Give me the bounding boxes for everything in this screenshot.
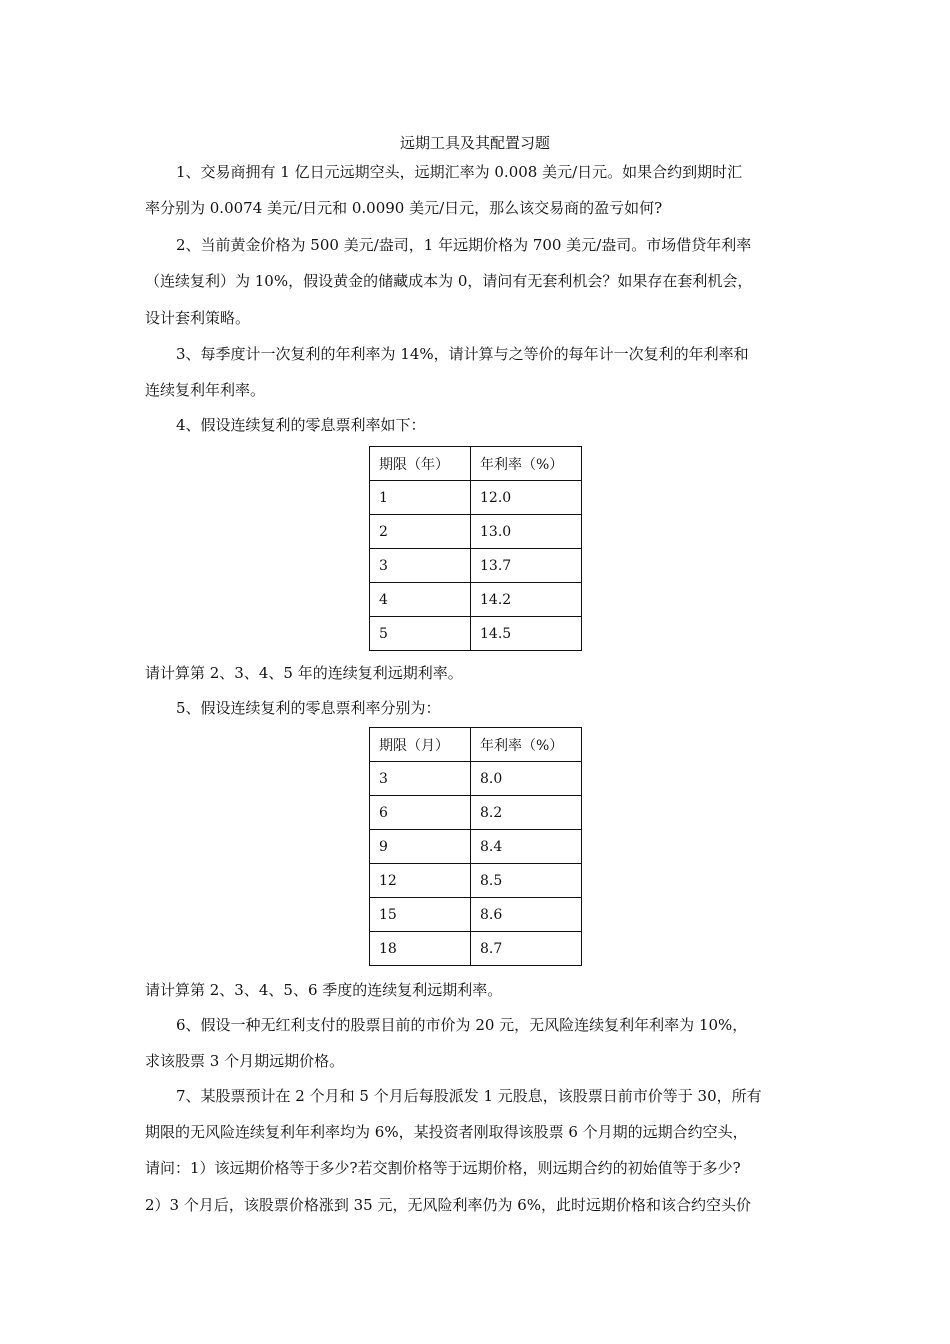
table-row [370,481,582,515]
table-cell: 12 [370,864,471,898]
table-cell: 1 [370,481,471,515]
table-row [370,583,582,617]
table-row [370,796,582,830]
table-cell: 8.6 [471,898,582,932]
table-cell: 2 [370,515,471,549]
table-header-cell: 年利率（%） [471,728,582,762]
q5-intro: 5、假设连续复利的零息票利率分别为： [176,699,441,717]
table-cell: 18 [370,932,471,966]
table-row [370,932,582,966]
table-row [370,515,582,549]
table-cell: 8.0 [471,762,582,796]
table-cell: 5 [370,617,471,651]
q2-line-3: 设计套利策略。 [145,309,251,327]
q3-line-1: 3、每季度计一次复利的年利率为 14%，请计算与之等价的每年计一次复利的年利率和 [176,345,749,363]
table-row [370,898,582,932]
table-cell: 12.0 [471,481,582,515]
table-cell: 4 [370,583,471,617]
q3-line-2: 连续复利年利率。 [145,381,266,399]
q2-line-1: 2、当前黄金价格为 500 美元/盎司，1 年远期价格为 700 美元/盎司。市场借贷年利率 [176,236,752,254]
table-row [370,549,582,583]
table-cell: 8.7 [471,932,582,966]
table-cell: 14.2 [471,583,582,617]
table-header-row [370,728,582,762]
table-cell: 8.5 [471,864,582,898]
q7-line-2: 期限的无风险连续复利年利率均为 6%，某投资者刚取得该股票 6 个月期的远期合约空头， [145,1123,748,1141]
table-row [370,830,582,864]
table-row [370,617,582,651]
document-title: 远期工具及其配置习题 [399,134,550,152]
table-cell: 3 [370,549,471,583]
q1-line-1: 1、交易商拥有 1 亿日元远期空头，远期汇率为 0.008 美元/日元。如果合约到期时汇 [176,163,743,181]
q2-line-2: （连续复利）为 10%，假设黄金的储藏成本为 0，请问有无套利机会？如果存在套利机会， [145,272,753,290]
table-cell: 3 [370,762,471,796]
zero-rate-table-months [369,727,582,966]
table-cell: 8.4 [471,830,582,864]
table-header-cell: 年利率（%） [471,447,582,481]
q4-after: 请计算第 2、3、4、5 年的连续复利远期利率。 [145,664,463,682]
table-header-row [370,447,582,481]
table-cell: 15 [370,898,471,932]
table-cell: 14.5 [471,617,582,651]
q7-line-4: 2）3 个月后，该股票价格涨到 35 元，无风险利率仍为 6%，此时远期价格和该合约空头价 [145,1196,752,1214]
table-header-cell: 期限（年） [370,447,471,481]
table-cell: 13.7 [471,549,582,583]
zero-rate-table-years [369,446,582,651]
table-cell: 9 [370,830,471,864]
q5-after: 请计算第 2、3、4、5、6 季度的连续复利远期利率。 [145,981,503,999]
table-cell: 8.2 [471,796,582,830]
table-cell: 6 [370,796,471,830]
q4-intro: 4、假设连续复利的零息票利率如下： [176,416,426,434]
q6-line-2: 求该股票 3 个月期远期价格。 [145,1052,345,1070]
table-cell: 13.0 [471,515,582,549]
table-row [370,864,582,898]
q6-line-1: 6、假设一种无红利支付的股票目前的市价为 20 元，无风险连续复利年利率为 10%， [176,1016,748,1034]
q1-line-2: 率分别为 0.0074 美元/日元和 0.0090 美元/日元，那么该交易商的盈亏如何? [145,199,663,217]
q7-line-3: 请问：1）该远期价格等于多少?若交割价格等于远期价格，则远期合约的初始值等于多少? [145,1159,741,1177]
q7-line-1: 7、某股票预计在 2 个月和 5 个月后每股派发 1 元股息，该股票日前市价等于 30，所有 [176,1087,762,1105]
table-row [370,762,582,796]
table-header-cell: 期限（月） [370,728,471,762]
